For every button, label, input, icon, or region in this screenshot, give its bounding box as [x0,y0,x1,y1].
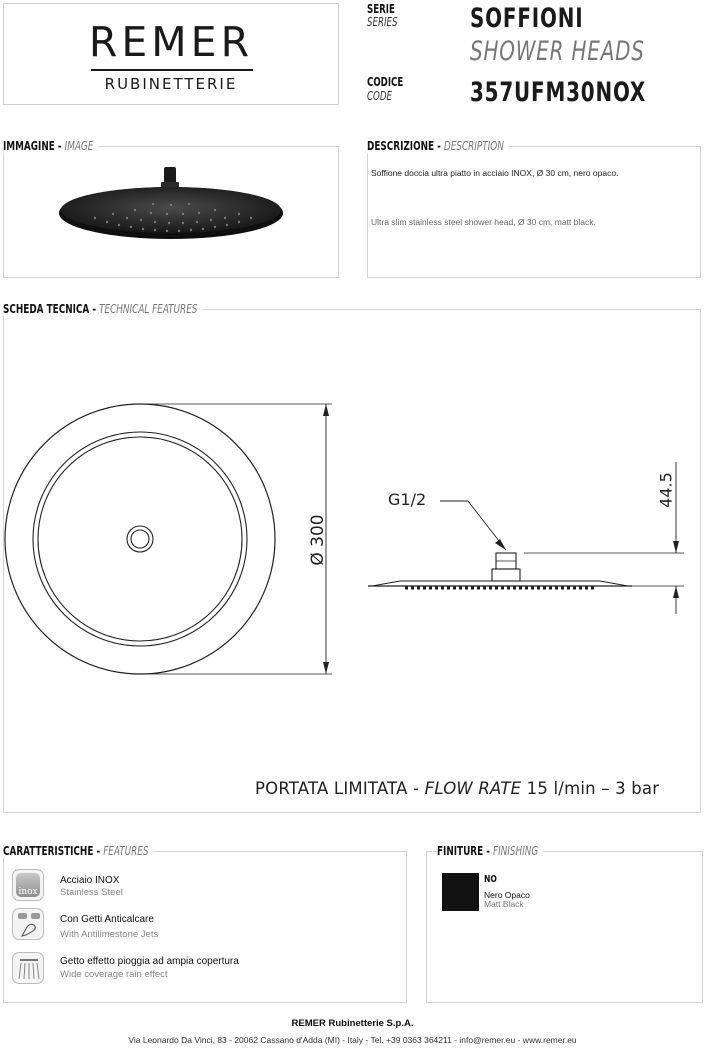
finish-swatch-matt-black [442,873,479,911]
description-italian: Soffione doccia ultra piatto in acciaio INOX, Ø 30 cm, nero opaco. [371,168,619,178]
brand-logo-box [3,3,339,105]
technical-drawing [0,390,705,700]
rain-effect-icon [12,952,44,984]
finish-code: NO [484,874,497,885]
footer-address: Via Leonardo Da Vinci, 83 - 20062 Cassano d'Adda (MI) - Italy - Tel. +39 0363 364211 - info@remer.eu - www.remer.eu [128,1035,577,1045]
finish-name-en: Matt Black [484,899,524,909]
description-section [367,146,701,278]
finishing-title: FINITURE - FINISHING [437,844,543,858]
anti-limestone-jets-icon [12,908,44,940]
feature-1-label-en: Stainless Steel [60,887,123,898]
technical-title: SCHEDA TECNICA - TECHNICAL FEATURES [3,302,202,316]
height-dimension: 44.5 [656,472,676,508]
height-label-holder [654,468,678,512]
features-title: CARATTERISTICHE - FEATURES [3,844,153,858]
footer-company: REMER Rubinetterie S.p.A. [291,1018,414,1029]
description-english: Ultra slim stainless steel shower head, Ø 30 cm, matt black. [371,217,596,227]
feature-2-label: Con Getti Anticalcare [60,914,154,925]
code-label-en: CODE [367,89,392,103]
features-section [3,851,407,1003]
thread-dimension: G1/2 [388,490,427,509]
feature-1-label: Acciaio INOX [60,875,120,886]
code-label: CODICE [367,75,404,89]
image-section-title: IMMAGINE - IMAGE [3,139,98,153]
finish-name: Nero Opaco [484,890,530,900]
serie-label: SERIE [367,2,395,16]
flow-rate: PORTATA LIMITATA - FLOW RATE 15 l/min – 3 bar [255,779,660,798]
feature-2-label-en: With Antilimestone Jets [60,929,159,940]
logo-divider [91,69,253,71]
serie-value: SOFFIONI [470,3,584,34]
serie-value-en: SHOWER HEADS [470,36,645,67]
diameter-label-holder [306,510,330,570]
feature-3-label: Getto effetto pioggia ad ampia copertura [60,956,239,967]
feature-3-label-en: Wide coverage rain effect [60,969,168,980]
brand-logo: REMER [88,18,254,66]
diameter-dimension: Ø 300 [308,514,328,566]
product-code: 357UFM30NOX [470,77,647,108]
inox-icon: inox [12,869,44,901]
description-title: DESCRIZIONE - DESCRIPTION [367,139,509,153]
brand-subtitle: RUBINETTERIE [104,75,238,93]
serie-label-en: SERIES [367,15,398,29]
product-photo [55,160,305,245]
